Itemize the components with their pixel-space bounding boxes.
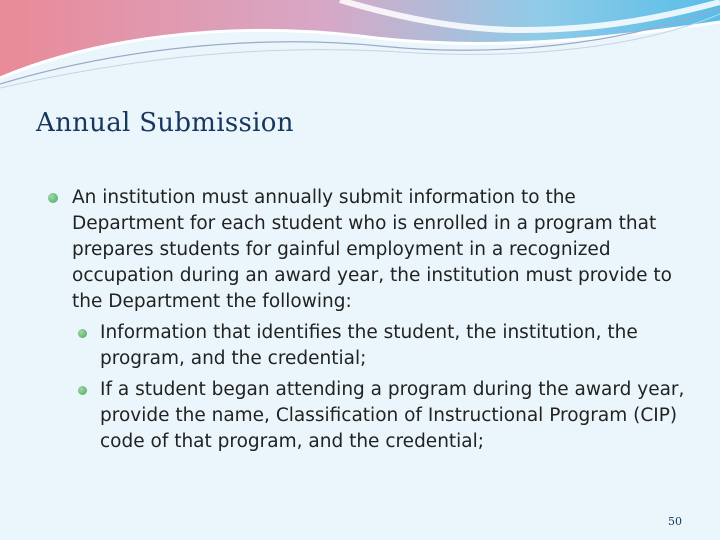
page-number: 50 — [668, 515, 682, 528]
slide-title: Annual Submission — [36, 108, 294, 138]
subbullet-text: Information that identifies the student, the institution, the program, and the credential; — [100, 322, 638, 369]
bullet-icon — [48, 193, 58, 203]
slide-content — [48, 185, 688, 455]
decorative-wave-banner — [0, 0, 720, 90]
bullet-item — [48, 185, 688, 315]
bullet-icon — [78, 386, 87, 395]
subbullet-item — [48, 320, 688, 372]
subbullet-item — [48, 377, 688, 455]
subbullet-text: If a student began attending a program during the award year, provide the name, Classification of Instructional Program (CIP) code of that program, and the credential; — [100, 379, 685, 452]
bullet-icon — [78, 329, 87, 338]
bullet-text: An institution must annually submit information to the Department for each student who is enrolled in a program that prepares students for gainful employment in a recognized occupation during an award year, the institution must provide to the Department the following: — [72, 187, 672, 312]
